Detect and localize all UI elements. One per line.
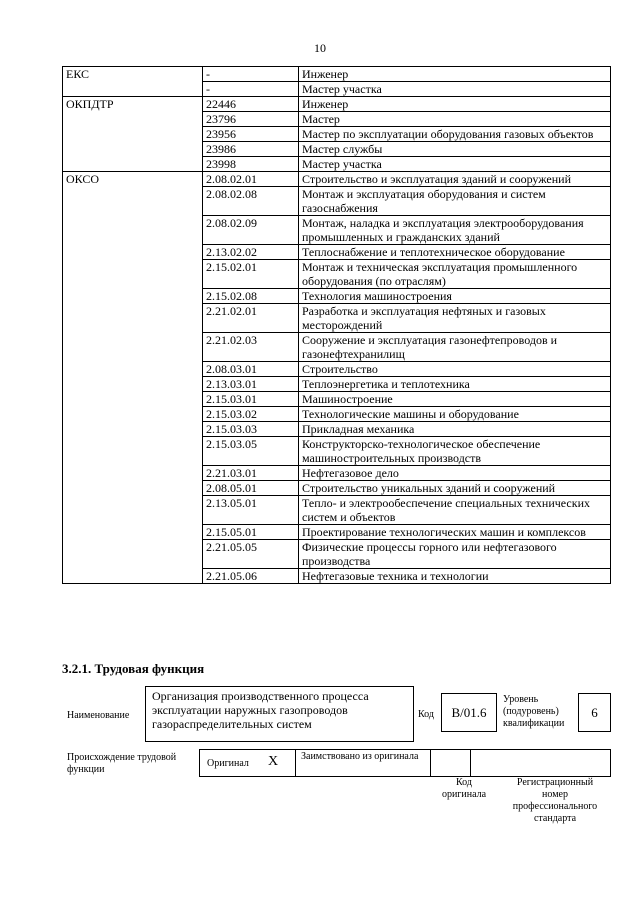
title-cell: Нефтегазовые техника и технологии (299, 569, 611, 584)
code-original-caption: Код оригинала (441, 777, 487, 800)
code-cell: 2.08.03.01 (203, 362, 299, 377)
title-cell: Теплоснабжение и теплотехническое оборудование (299, 245, 611, 260)
origin-divider-3 (470, 749, 471, 777)
title-cell: Прикладная механика (299, 422, 611, 437)
code-cell: 2.13.03.01 (203, 377, 299, 392)
code-cell: 2.08.02.01 (203, 172, 299, 187)
origin-label: Происхождение трудовой функции (67, 752, 177, 775)
original-label: Оригинал (207, 758, 249, 769)
code-cell: 2.15.03.03 (203, 422, 299, 437)
function-name-box: Организация производственного процесса эксплуатации наружных газопроводов газораспределительных систем (145, 686, 414, 742)
title-cell: Мастер службы (299, 142, 611, 157)
title-cell: Мастер участка (299, 82, 611, 97)
code-cell: 23956 (203, 127, 299, 142)
title-cell: Тепло- и электрообеспечение специальных технических систем и объектов (299, 496, 611, 525)
title-cell: Монтаж, наладка и эксплуатация электрооборудования промышленных и гражданских зданий (299, 216, 611, 245)
title-cell: Технология машиностроения (299, 289, 611, 304)
section-title: 3.2.1. Трудовая функция (62, 661, 205, 676)
origin-divider-1 (295, 749, 296, 777)
code-cell: - (203, 82, 299, 97)
qualification-codes-table (62, 66, 611, 584)
code-cell: 2.15.05.01 (203, 525, 299, 540)
title-cell: Нефтегазовое дело (299, 466, 611, 481)
code-cell: 22446 (203, 97, 299, 112)
title-cell: Строительство уникальных зданий и сооружений (299, 481, 611, 496)
code-cell: 23796 (203, 112, 299, 127)
name-label: Наименование (67, 710, 130, 721)
code-cell: 2.08.02.08 (203, 187, 299, 216)
title-cell: Монтаж и эксплуатация оборудования и систем газоснабжения (299, 187, 611, 216)
code-value: В/01.6 (441, 693, 497, 732)
title-cell: Мастер по эксплуатации оборудования газовых объектов (299, 127, 611, 142)
title-cell: Мастер участка (299, 157, 611, 172)
title-cell: Физические процессы горного или нефтегазового производства (299, 540, 611, 569)
table-row (63, 172, 611, 187)
code-cell: 2.21.02.01 (203, 304, 299, 333)
origin-divider-2 (430, 749, 431, 777)
code-cell: 2.21.05.05 (203, 540, 299, 569)
code-cell: 2.13.02.02 (203, 245, 299, 260)
code-label: Код (418, 709, 434, 720)
title-cell: Строительство (299, 362, 611, 377)
reg-number-caption: Регистрационный номер профессионального стандарта (512, 777, 598, 824)
code-cell: 2.15.02.01 (203, 260, 299, 289)
title-cell: Теплоэнергетика и теплотехника (299, 377, 611, 392)
level-value: 6 (578, 693, 611, 732)
code-cell: 2.08.02.09 (203, 216, 299, 245)
title-cell: Конструкторско-технологическое обеспечение машиностроительных производств (299, 437, 611, 466)
original-mark: X (268, 754, 279, 769)
code-cell: 2.15.03.01 (203, 392, 299, 407)
classifier-group-cell: ЕКС (63, 67, 203, 97)
level-label: Уровень (подуровень) квалификации (503, 694, 565, 729)
table-row (63, 67, 611, 82)
title-cell: Сооружение и эксплуатация газонефтепроводов и газонефтехранилищ (299, 333, 611, 362)
title-cell: Инженер (299, 97, 611, 112)
title-cell: Разработка и эксплуатация нефтяных и газовых месторождений (299, 304, 611, 333)
title-cell: Инженер (299, 67, 611, 82)
code-cell: - (203, 67, 299, 82)
code-cell: 23986 (203, 142, 299, 157)
code-cell: 2.21.05.06 (203, 569, 299, 584)
page-number: 10 (314, 41, 326, 55)
title-cell: Мастер (299, 112, 611, 127)
code-cell: 2.21.03.01 (203, 466, 299, 481)
code-cell: 2.08.05.01 (203, 481, 299, 496)
code-cell: 2.15.03.02 (203, 407, 299, 422)
title-cell: Строительство и эксплуатация зданий и сооружений (299, 172, 611, 187)
title-cell: Монтаж и техническая эксплуатация промышленного оборудования (по отраслям) (299, 260, 611, 289)
classifier-group-cell: ОКСО (63, 172, 203, 584)
code-cell: 2.15.02.08 (203, 289, 299, 304)
title-cell: Технологические машины и оборудование (299, 407, 611, 422)
title-cell: Проектирование технологических машин и комплексов (299, 525, 611, 540)
classifier-group-cell: ОКПДТР (63, 97, 203, 172)
code-cell: 2.13.05.01 (203, 496, 299, 525)
title-cell: Машиностроение (299, 392, 611, 407)
borrowed-label: Заимствовано из оригинала (301, 751, 419, 762)
table-row (63, 97, 611, 112)
code-cell: 2.21.02.03 (203, 333, 299, 362)
code-cell: 2.15.03.05 (203, 437, 299, 466)
code-cell: 23998 (203, 157, 299, 172)
